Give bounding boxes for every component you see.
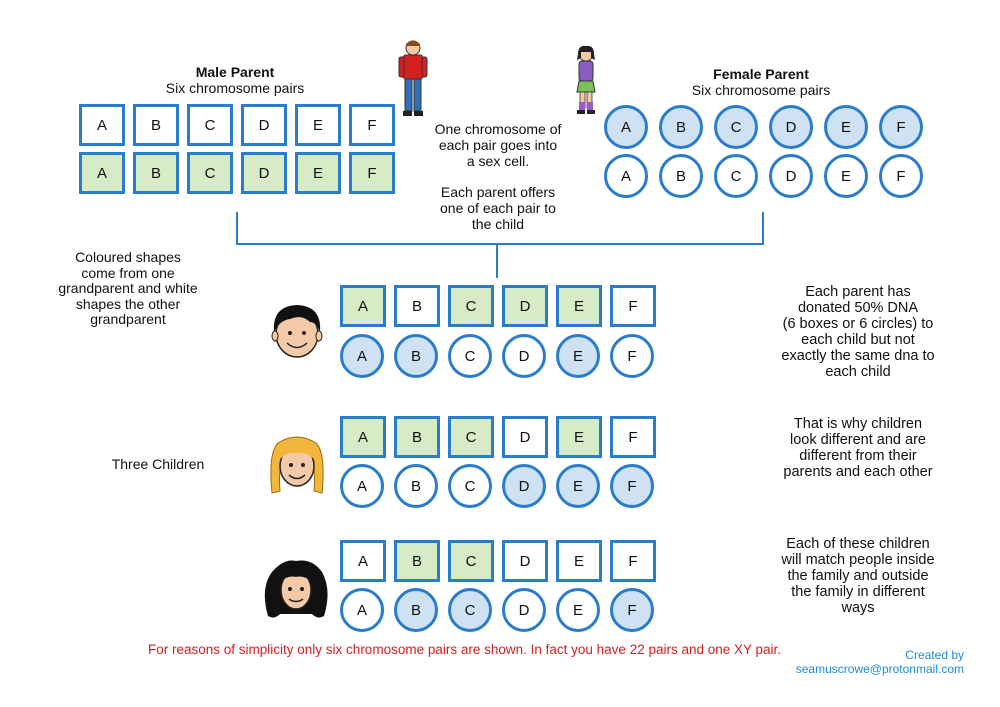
chromosome-circle-d: D (502, 464, 546, 508)
right-note-1-line-4: each child but not (801, 332, 915, 348)
chromosome-circle-c: C (448, 334, 492, 378)
male-parent-figure-icon (396, 38, 430, 123)
child-2-circles (340, 464, 654, 508)
chromosome-box-d: D (241, 152, 287, 194)
female-parent-row-2 (604, 154, 923, 198)
right-note-2-line-1: That is why children (793, 416, 923, 432)
chromosome-circle-f: F (610, 588, 654, 632)
chromosome-circle-a: A (340, 464, 384, 508)
coloured-note-line-5: grandparent (90, 311, 166, 327)
dark-haired-girl-face-icon (262, 558, 330, 629)
chromosome-circle-a: A (604, 105, 648, 149)
blonde-girl-face-icon (266, 433, 328, 504)
female-parent-title: Female Parent (713, 66, 809, 82)
chromosome-box-d: D (502, 540, 548, 582)
chromosome-box-c: C (187, 104, 233, 146)
right-note-1-line-3: (6 boxes or 6 circles) to (782, 316, 934, 332)
child-3-boxes (340, 540, 656, 582)
center-text-line-6: the child (471, 216, 525, 232)
chromosome-circle-f: F (610, 334, 654, 378)
credit (780, 648, 964, 676)
bracket-left-leg (236, 212, 238, 245)
center-text-line-4: Each parent offers (440, 184, 556, 200)
chromosome-box-f: F (349, 152, 395, 194)
coloured-note-line-4: shapes the other (75, 295, 181, 312)
right-note-2-line-3: different from their (799, 448, 917, 464)
chromosome-box-b: B (133, 104, 179, 146)
right-note-3 (760, 536, 956, 616)
chromosome-circle-c: C (448, 588, 492, 632)
chromosome-circle-c: C (714, 105, 758, 149)
right-note-1-line-2: donated 50% DNA (797, 300, 919, 316)
credit-email: seamuscrowe@protonmail.com (795, 662, 964, 676)
chromosome-box-b: B (394, 540, 440, 582)
chromosome-box-b: B (394, 416, 440, 458)
chromosome-circle-d: D (769, 105, 813, 149)
chromosome-box-c: C (448, 540, 494, 582)
bracket-crossbar (236, 243, 764, 245)
chromosome-circle-d: D (502, 334, 546, 378)
chromosome-circle-e: E (556, 334, 600, 378)
chromosome-box-e: E (556, 540, 602, 582)
chromosome-box-b: B (394, 285, 440, 327)
center-explanation (420, 121, 576, 232)
female-parent-row-1 (604, 105, 923, 149)
male-parent-subtitle: Six chromosome pairs (165, 80, 305, 96)
chromosome-box-f: F (610, 285, 656, 327)
chromosome-box-d: D (502, 285, 548, 327)
coloured-note-line-3: grandparent and white (58, 280, 198, 296)
chromosome-box-e: E (556, 285, 602, 327)
chromosome-box-a: A (340, 540, 386, 582)
center-text-line-2: each pair goes into (438, 137, 558, 153)
chromosome-circle-e: E (556, 464, 600, 508)
chromosome-box-a: A (79, 104, 125, 146)
right-note-3-line-4: the family in different (791, 584, 925, 600)
chromosome-circle-e: E (556, 588, 600, 632)
right-note-2-line-2: look different and are (790, 432, 926, 448)
right-note-3-line-3: the family and outside (787, 568, 929, 584)
chromosome-box-d: D (241, 104, 287, 146)
chromosome-circle-d: D (502, 588, 546, 632)
chromosome-box-f: F (349, 104, 395, 146)
child-1-boxes (340, 285, 656, 327)
chromosome-box-e: E (295, 152, 341, 194)
bracket-right-leg (762, 212, 764, 245)
chromosome-circle-c: C (714, 154, 758, 198)
chromosome-circle-b: B (659, 105, 703, 149)
three-children-label: Three Children (111, 456, 205, 472)
chromosome-box-a: A (340, 285, 386, 327)
boy-face-icon (266, 300, 328, 367)
female-parent-figure-icon (570, 44, 602, 121)
chromosome-circle-e: E (824, 154, 868, 198)
male-parent-heading (150, 64, 320, 96)
chromosome-circle-b: B (394, 464, 438, 508)
bracket-stem (496, 243, 498, 278)
female-parent-heading (676, 66, 846, 98)
coloured-shapes-note (48, 250, 208, 328)
right-note-3-line-1: Each of these children (786, 536, 930, 552)
chromosome-circle-d: D (769, 154, 813, 198)
chromosome-box-b: B (133, 152, 179, 194)
chromosome-box-d: D (502, 416, 548, 458)
chromosome-box-a: A (79, 152, 125, 194)
chromosome-box-e: E (556, 416, 602, 458)
chromosome-circle-a: A (340, 334, 384, 378)
chromosome-box-c: C (187, 152, 233, 194)
coloured-note-line-1: Coloured shapes (75, 249, 181, 265)
child-3-circles (340, 588, 654, 632)
credit-line-1: Created by (905, 648, 964, 662)
right-note-3-line-2: will match people inside (781, 552, 935, 568)
child-1-circles (340, 334, 654, 378)
chromosome-circle-f: F (610, 464, 654, 508)
chromosome-circle-f: F (879, 105, 923, 149)
male-parent-row-1 (79, 104, 395, 146)
right-note-1-line-1: Each parent has (805, 284, 911, 300)
chromosome-circle-a: A (604, 154, 648, 198)
coloured-note-line-2: come from one (81, 264, 175, 281)
right-note-1-line-6: each child (825, 364, 891, 380)
right-note-3-line-5: ways (841, 600, 875, 616)
female-parent-subtitle: Six chromosome pairs (691, 82, 831, 98)
child-2-boxes (340, 416, 656, 458)
right-note-2-line-4: parents and each other (783, 464, 933, 480)
male-parent-title: Male Parent (195, 64, 275, 80)
chromosome-box-c: C (448, 285, 494, 327)
chromosome-circle-a: A (340, 588, 384, 632)
chromosome-circle-b: B (394, 334, 438, 378)
chromosome-box-e: E (295, 104, 341, 146)
right-note-1 (760, 284, 956, 380)
right-note-2 (760, 416, 956, 480)
right-note-1-line-5: exactly the same dna to (781, 348, 935, 364)
center-text-line-1: One chromosome of (434, 121, 562, 137)
chromosome-box-c: C (448, 416, 494, 458)
chromosome-box-f: F (610, 416, 656, 458)
chromosome-box-a: A (340, 416, 386, 458)
chromosome-circle-b: B (659, 154, 703, 198)
center-text-line-5: one of each pair to (440, 200, 556, 216)
chromosome-circle-f: F (879, 154, 923, 198)
chromosome-box-f: F (610, 540, 656, 582)
center-text-line-3: a sex cell. (466, 153, 530, 169)
footer-note: For reasons of simplicity only six chromosome pairs are shown. In fact you have 22 pairs and one XY pair. (148, 642, 782, 657)
male-parent-row-2 (79, 152, 395, 194)
chromosome-circle-e: E (824, 105, 868, 149)
chromosome-circle-b: B (394, 588, 438, 632)
chromosome-circle-c: C (448, 464, 492, 508)
